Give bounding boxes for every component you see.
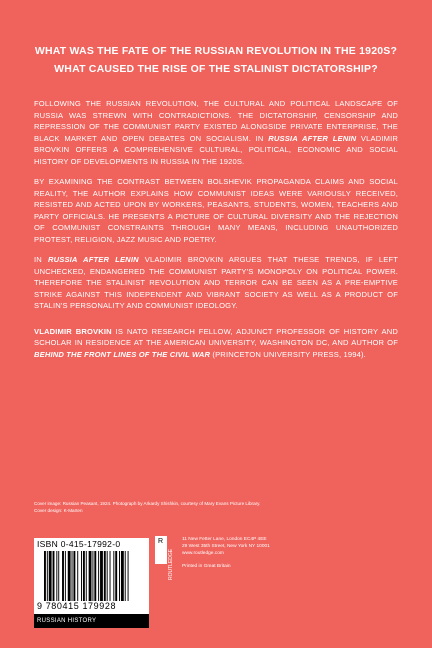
headline <box>20 42 412 78</box>
isbn-barcode <box>34 538 149 614</box>
blurb <box>34 98 398 369</box>
barcode-block <box>34 538 149 628</box>
address-london: 11 New Fetter Lane, London EC4P 4EE <box>182 537 267 542</box>
publisher-logo-text: ROUTLEDGE <box>168 548 174 580</box>
author-bio: VLADIMIR BROVKIN IS NATO RESEARCH FELLOW, ADJUNCT PROFESSOR OF HISTORY AND SCHOLAR IN RESIDENCE AT THE AMERICAN UNIVERSITY, WASHINGTON DC, AND AUTHOR OF BEHIND THE FRONT LINES OF THE CIVIL WAR (PRINCETON UNIVERSITY PRESS, 1994). <box>34 326 398 359</box>
isbn-number: 9 780415 179928 <box>37 601 117 611</box>
barcode-bars <box>44 551 146 601</box>
blurb-paragraph-3: IN RUSSIA AFTER LENIN VLADIMIR BROVKIN ARGUES THAT THESE TRENDS, IF LEFT UNCHECKED, ENDANGERED THE COMMUNIST PARTY'S MONOPOLY ON POLITICAL POWER. THEREFORE THE STALINIST REVOLUTION AND TERROR CAN BE SEEN AS A PRE-EMPTIVE STRIKE AGAINST THIS INDEPENDENT AND VIBRANT SOCIETY AS WELL AS A PRODUCT OF STALIN'S PERSONALITY AND COMMUNIST IDEOLOGY. <box>34 255 399 310</box>
publisher-address <box>182 536 270 570</box>
printed-in: Printed in Great Britain <box>182 564 231 569</box>
cover-image-credit: Cover image: Russian Peasant, 1924. Photograph by Arkardy Shishkin, courtesy of Mary Evans Picture Library. <box>34 501 261 506</box>
other-book-title: BEHIND THE FRONT LINES OF THE CIVIL WAR <box>34 349 211 359</box>
subject-category: RUSSIAN HISTORY <box>34 614 149 628</box>
blurb-paragraph-1: FOLLOWING THE RUSSIAN REVOLUTION, THE CULTURAL AND POLITICAL LANDSCAPE OF RUSSIA WAS STREWN WITH CONTRADICTIONS. THE DICTATORSHIP, CENSORSHIP AND REPRESSION OF THE COMMUNIST PARTY EXISTED ALONGSIDE PRIVATE ENTERPRISE, THE BLACK MARKET AND OPEN DEBATES ON SOCIALISM. IN RUSSIA AFTER LENIN VLADIMIR BROVKIN OFFERS A COMPREHENSIVE CULTURAL, POLITICAL, ECONOMIC AND SOCIAL HISTORY OF DEVELOPMENTS IN RUSSIA IN THE 1920S. <box>34 99 398 166</box>
cover-credits <box>34 500 334 514</box>
cover-design-credit: Cover design: K-Marten <box>34 508 83 513</box>
book-title: RUSSIA AFTER LENIN <box>268 133 357 143</box>
book-title: RUSSIA AFTER LENIN <box>47 255 139 264</box>
publisher-url: www.routledge.com <box>182 551 224 556</box>
author-name: VLADIMIR BROVKIN <box>34 326 112 336</box>
headline-line-1: WHAT WAS THE FATE OF THE RUSSIAN REVOLUTION IN THE 1920S? <box>34 45 398 57</box>
routledge-logo-icon: R <box>155 536 167 564</box>
headline-line-2: WHAT CAUSED THE RISE OF THE STALINIST DICTATORSHIP? <box>54 63 378 75</box>
isbn-label: ISBN 0-415-17992-0 <box>37 539 121 549</box>
address-new-york: 29 West 35th Street, New York NY 10001 <box>182 544 270 549</box>
blurb-paragraph-2: BY EXAMINING THE CONTRAST BETWEEN BOLSHEVIK PROPAGANDA CLAIMS AND SOCIAL REALITY, THE AUTHOR EXPLAINS HOW COMMUNIST IDEAS WERE VARIOUSLY RECEIVED, RESISTED AND ACTED UPON BY WORKERS, PEASANTS, STUDENTS, WOMEN, TEACHERS AND PARTY OFFICIALS. HE PRESENTS A PICTURE OF CULTURAL DIVERSITY AND THE REJECTION OF COMMUNIST CONSTRAINTS THROUGH MANY MEANS, INCLUDING UNAUTHORIZED PROTEST, RELIGION, JAZZ MUSIC AND POETRY. <box>34 177 398 244</box>
